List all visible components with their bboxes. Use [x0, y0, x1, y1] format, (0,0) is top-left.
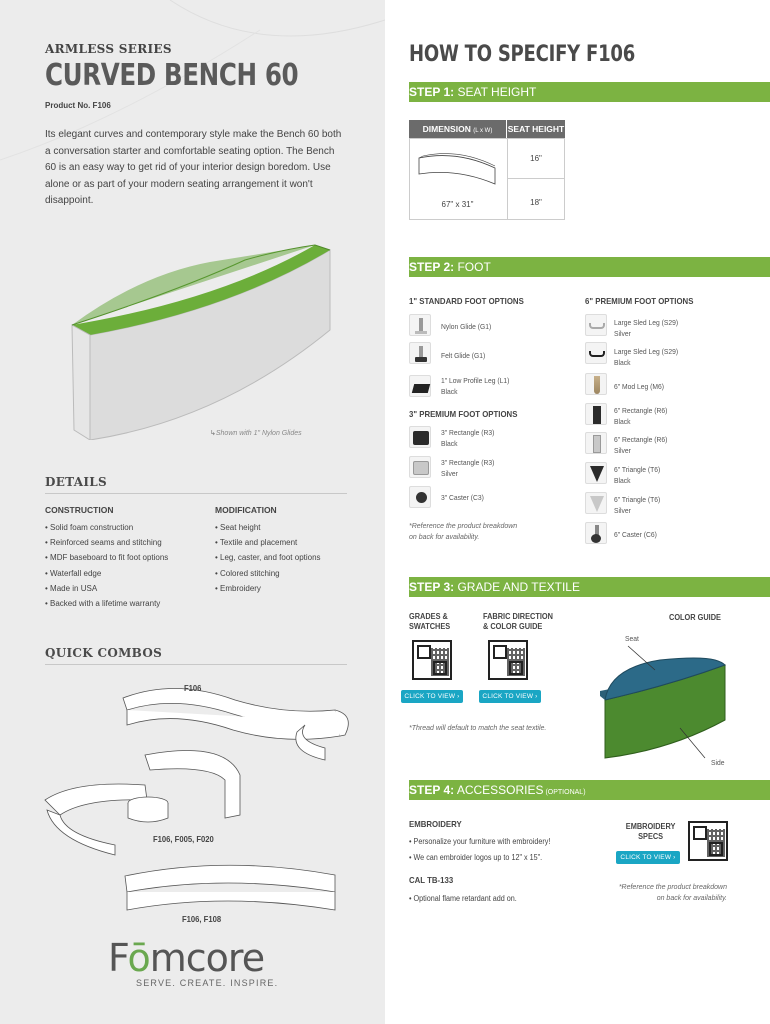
seat-height-column-header: SEAT HEIGHT [507, 120, 565, 138]
list-item: • Leg, caster, and foot options [215, 553, 321, 563]
grades-view-button[interactable]: CLICK TO VIEW › [401, 690, 463, 703]
foot-option-label: 3" Rectangle (R3) Black [441, 428, 495, 448]
color-guide-heading: COLOR GUIDE [669, 613, 721, 622]
dimension-column-header: DIMENSION (L x W) [409, 120, 506, 138]
side-label: Side [711, 758, 725, 767]
triangle-t6-silver-icon[interactable] [585, 492, 607, 514]
mod-leg-icon[interactable] [585, 373, 607, 395]
quick-combos-heading: QUICK COMBOS [45, 646, 163, 660]
foot-option-label: 3" Rectangle (R3) Silver [441, 458, 495, 478]
accessories-footnote: *Reference the product breakdown on back for availability. [618, 884, 727, 902]
rectangle-r3-silver-icon[interactable] [409, 456, 431, 478]
sled-leg-silver-icon[interactable] [585, 314, 607, 336]
foot-option-label: Large Sled Leg (S29) Silver [614, 318, 679, 338]
step3-bar: STEP 3: GRADE AND TEXTILE [409, 577, 770, 597]
step2-bar: STEP 2: FOOT [409, 257, 770, 277]
cal-heading: CAL TB-133 [409, 875, 454, 885]
premium3-foot-heading: 3" PREMIUM FOOT OPTIONS [409, 409, 518, 419]
seat-height-18[interactable]: 18" [530, 198, 542, 207]
tagline: SERVE. CREATE. INSPIRE. [136, 978, 279, 988]
fabric-view-button[interactable]: CLICK TO VIEW › [479, 690, 541, 703]
list-item: • MDF baseboard to fit foot options [45, 553, 169, 563]
fabric-direction-heading: FABRIC DIRECTION & COLOR GUIDE [483, 612, 553, 631]
curved-arrow-icon: ↳ [210, 430, 216, 437]
seat-label: Seat [625, 634, 639, 643]
rectangle-r6-silver-icon[interactable] [585, 432, 607, 454]
list-item: • Solid foam construction [45, 523, 134, 532]
foot-option-label: 6" Triangle (T6) Silver [614, 495, 661, 515]
series-name: ARMLESS SERIES [45, 42, 172, 56]
specification-panel [385, 0, 770, 1024]
thread-note: *Thread will default to match the seat textile. [409, 725, 547, 732]
foot-option-label: 3" Caster (C3) [441, 493, 484, 502]
felt-glide-icon[interactable] [409, 342, 431, 364]
foot-option-label: 1" Low Profile Leg (L1) Black [441, 376, 510, 396]
standard-foot-heading: 1" STANDARD FOOT OPTIONS [409, 296, 524, 306]
cal-item: • Optional flame retardant add on. [409, 894, 517, 903]
list-item: • Made in USA [45, 583, 98, 593]
product-number: Product No. F106 [45, 101, 111, 110]
caster-c3-icon[interactable] [409, 486, 431, 508]
rectangle-r3-black-icon[interactable] [409, 426, 431, 448]
list-item: • Reinforced seams and stitching [45, 538, 162, 548]
premium6-foot-heading: 6" PREMIUM FOOT OPTIONS [585, 296, 694, 306]
modification-list [215, 520, 321, 596]
list-item: • Backed with a lifetime warranty [45, 599, 161, 609]
step1-bar: STEP 1: SEAT HEIGHT [409, 82, 770, 102]
combo-drawings [35, 670, 375, 930]
details-heading: DETAILS [45, 475, 107, 489]
construction-heading: CONSTRUCTION [45, 505, 114, 515]
foot-option-label: Large Sled Leg (S29) Black [614, 347, 679, 367]
nylon-glide-icon[interactable] [409, 314, 431, 336]
list-item: • Textile and placement [215, 538, 298, 548]
fomcore-logo: Fōmcore [108, 936, 265, 980]
foot-option-label: 6" Rectangle (R6) Silver [614, 435, 668, 455]
product-title: CURVED BENCH 60 [45, 58, 299, 93]
list-item: • Colored stitching [215, 568, 280, 578]
fabric-qr-code[interactable] [488, 640, 528, 680]
step4-bar: STEP 4: ACCESSORIES (OPTIONAL) [409, 780, 770, 800]
embroidery-item: • Personalize your furniture with embroidery! [409, 837, 551, 846]
foot-option-label: 6" Triangle (T6) Black [614, 465, 661, 485]
caster-c6-icon[interactable] [585, 522, 607, 544]
photo-caption: ↳Shown with 1" Nylon Glides [210, 430, 302, 437]
embroidery-view-button[interactable]: CLICK TO VIEW › [616, 851, 680, 864]
modification-heading: MODIFICATION [215, 505, 277, 515]
combo-label: F106 [184, 683, 202, 693]
divider [507, 138, 508, 220]
list-item: • Waterfall edge [45, 568, 102, 578]
combo-label: F106, F005, F020 [153, 834, 214, 844]
triangle-t6-black-icon[interactable] [585, 462, 607, 484]
construction-list [45, 520, 168, 611]
foot-option-label: Felt Glide (G1) [441, 351, 486, 360]
divider [507, 178, 565, 179]
foot-option-label: 6" Caster (C6) [614, 530, 657, 539]
foot-option-label: 6" Rectangle (R6) Black [614, 406, 668, 426]
foot-option-label: Nylon Glide (G1) [441, 322, 492, 331]
list-item: • Seat height [215, 523, 261, 532]
embroidery-heading: EMBROIDERY [409, 819, 462, 829]
divider [45, 493, 347, 494]
divider [45, 664, 347, 665]
dimension-value: 67" x 31" [441, 200, 474, 209]
grades-swatches-heading: GRADES & SWATCHES [409, 612, 451, 631]
combo-label: F106, F108 [182, 914, 222, 924]
color-guide-diagram [600, 640, 760, 770]
embroidery-specs-heading: EMBROIDERY SPECS [625, 822, 676, 841]
product-description: Its elegant curves and contemporary style make the Bench 60 both a conversation starter and comfortable seating option. The Bench 60 is an easy way to get rid of your interior design boredom. Use alone or as part of your modern seating arrangement it won't disappoint. [45, 129, 342, 206]
seat-height-16[interactable]: 16" [530, 154, 542, 163]
sled-leg-black-icon[interactable] [585, 342, 607, 364]
grades-qr-code[interactable] [412, 640, 452, 680]
bench-photo [60, 240, 360, 440]
foot-option-label: 6" Mod Leg (M6) [614, 382, 665, 391]
bench-outline-drawing [417, 152, 497, 190]
rectangle-r6-black-icon[interactable] [585, 403, 607, 425]
embroidery-item: • We can embroider logos up to 12" x 15". [409, 853, 543, 862]
embroidery-qr-code[interactable] [688, 821, 728, 861]
foot-footnote: *Reference the product breakdown on back for availability. [409, 523, 518, 541]
low-profile-leg-icon[interactable] [409, 375, 431, 397]
specify-title: HOW TO SPECIFY F106 [409, 42, 635, 67]
list-item: • Embroidery [215, 583, 261, 593]
